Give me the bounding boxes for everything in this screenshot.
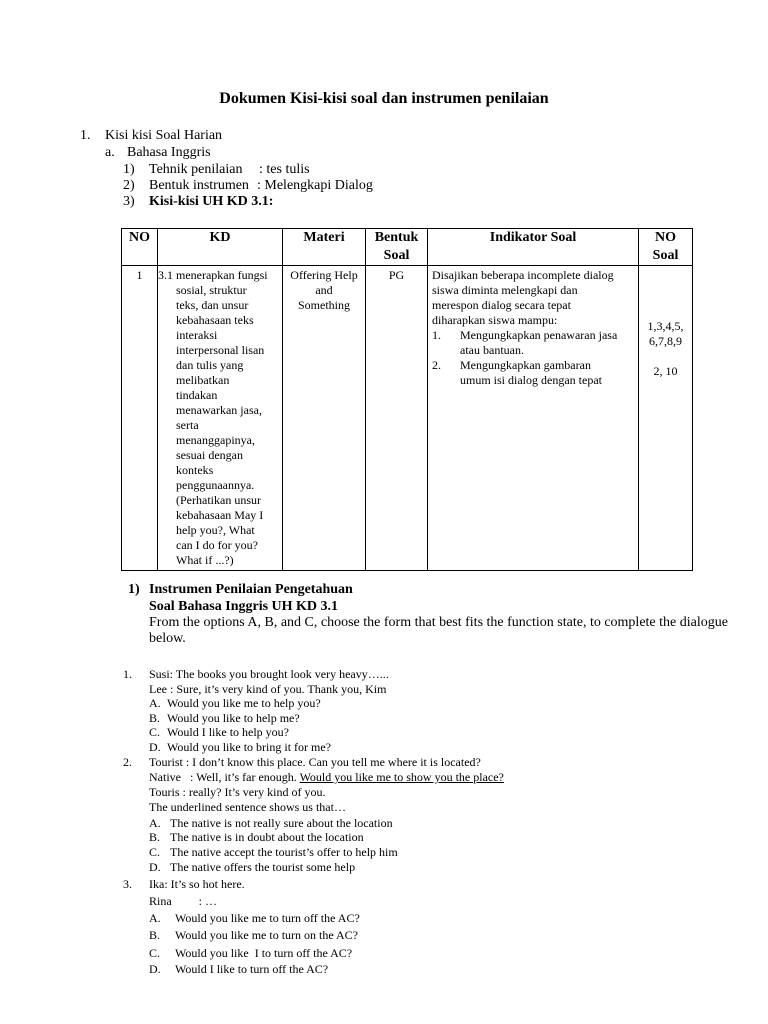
item-number: 1) (123, 162, 135, 177)
indikator-text: umum isi dialog dengan tepat (460, 373, 602, 387)
option-text: Would you like me to turn on the AC? (175, 928, 359, 942)
item-number: 3) (123, 194, 135, 209)
option-text: Would I like to help you? (167, 725, 290, 739)
table-row (122, 266, 693, 571)
option-letter: C. (149, 946, 161, 960)
option-letter: A. (149, 696, 161, 710)
kd-line: penggunaannya. (176, 478, 255, 492)
materi-line: Offering Help (290, 268, 358, 282)
instrument-heading: Instrumen Penilaian Pengetahuan (149, 582, 353, 597)
instruction-text: From the options A, B, and C, choose the form that best fits the function state, to complete the dialogue (149, 615, 728, 630)
no-soal-line: 6,7,8,9 (649, 334, 682, 348)
no-soal-line: 2, 10 (653, 364, 678, 378)
instruction-text: below. (149, 631, 186, 646)
header-indikator: Indikator Soal (428, 229, 639, 266)
indikator-line: merespon dialog secara tepat (432, 298, 571, 312)
dialog-line: Ika: It’s so hot here. (149, 877, 245, 891)
item-value: : tes tulis (259, 162, 310, 177)
item-label: Kisi-kisi UH KD 3.1: (149, 194, 274, 209)
question-number: 1. (123, 667, 132, 681)
header-bentuk-soal (366, 229, 428, 266)
indikator-text: Mengungkapkan gambaran (460, 358, 591, 372)
subsection-letter: a. (105, 145, 115, 160)
kd-line: tindakan (176, 388, 218, 402)
option-letter: D. (149, 860, 161, 874)
option-text: Would you like me to turn off the AC? (175, 911, 360, 925)
item-value: : Melengkapi Dialog (257, 178, 373, 193)
dialog-line: Lee : Sure, it’s very kind of you. Thank you, Kim (149, 682, 387, 696)
kd-line: serta (176, 418, 199, 432)
indikator-line: diharapkan siswa mampu: (432, 313, 558, 327)
option-letter: B. (149, 928, 161, 942)
option-letter: B. (149, 830, 161, 844)
document-title: Dokumen Kisi-kisi soal dan instrumen penilaian (219, 90, 549, 107)
header-materi: Materi (283, 229, 366, 266)
header-kd: KD (158, 229, 283, 266)
question-prompt: The underlined sentence shows us that… (149, 800, 346, 814)
kd-line: What if ...?) (176, 553, 234, 567)
kd-line: sosial, struktur (176, 283, 247, 297)
indikator-text: Mengungkapkan penawaran jasa (460, 328, 618, 342)
instrument-subheading: Soal Bahasa Inggris UH KD 3.1 (149, 599, 339, 614)
kd-line: menawarkan jasa, (176, 403, 262, 417)
cell-bentuk-soal: PG (366, 266, 428, 571)
kd-line: kebahasaan May I (176, 508, 264, 522)
item-number: 2) (123, 178, 135, 193)
indikator-num: 1. (432, 328, 441, 342)
cell-no: 1 (122, 266, 158, 571)
header-no-soal (639, 229, 693, 266)
option-text: Would I like to turn off the AC? (175, 962, 329, 976)
cell-materi (283, 266, 366, 571)
header-bentuk-line1: Bentuk (374, 230, 419, 245)
dialog-line: Touris : really? It’s very kind of you. (149, 785, 326, 799)
kd-line: interaksi (176, 328, 218, 342)
kd-line: konteks (176, 463, 214, 477)
kd-line: 3.1 menerapkan fungsi (158, 268, 268, 282)
indikator-list-item (432, 328, 636, 358)
cell-kd (158, 266, 283, 571)
item-label: Tehnik penilaian (149, 162, 243, 177)
option-letter: D. (149, 740, 161, 754)
dialog-line: Susi: The books you brought look very heavy…... (149, 667, 389, 681)
cell-indikator (428, 266, 639, 571)
dialog-line: Rina : … (149, 894, 217, 908)
kd-line: (Perhatikan unsur (176, 493, 261, 507)
item-label: Bentuk instrumen (149, 178, 249, 193)
subject-name: Bahasa Inggris (127, 145, 211, 160)
header-bentuk-line2: Soal (383, 248, 410, 263)
cell-no-soal (639, 266, 693, 571)
instrument-number: 1) (128, 582, 140, 597)
underlined-sentence: Would you like me to show you the place? (299, 770, 504, 784)
section-heading: Kisi kisi Soal Harian (105, 128, 223, 143)
option-text: The native accept the tourist’s offer to help him (170, 845, 398, 859)
kd-line: menanggapinya, (176, 433, 255, 447)
option-letter: B. (149, 711, 161, 725)
kd-line: sesuai dengan (176, 448, 243, 462)
kd-line: interpersonal lisan (176, 343, 265, 357)
kisi-kisi-table (121, 228, 693, 571)
table-header-row (122, 229, 693, 266)
materi-line: and (315, 283, 333, 297)
kd-line: dan tulis yang (176, 358, 244, 372)
materi-line: Something (297, 298, 350, 312)
kd-line: can I do for you? (176, 538, 258, 552)
option-letter: A. (149, 816, 161, 830)
indikator-list-item (432, 358, 636, 388)
header-no-soal-line1: NO (655, 230, 676, 245)
indikator-text: atau bantuan. (460, 343, 524, 357)
question-number: 2. (123, 755, 132, 769)
no-soal-line: 1,3,4,5, (647, 319, 684, 333)
option-text: The native offers the tourist some help (170, 860, 356, 874)
header-no: NO (122, 229, 158, 266)
kd-line: melibatkan (176, 373, 230, 387)
option-letter: D. (149, 962, 161, 976)
section-number: 1. (80, 128, 91, 143)
option-letter: C. (149, 845, 161, 859)
option-text: Would you like me to help you? (167, 696, 321, 710)
kd-line: teks, dan unsur (176, 298, 249, 312)
indikator-line: Disajikan beberapa incomplete dialog (432, 268, 614, 282)
option-text: Would you like to bring it for me? (167, 740, 332, 754)
option-text: The native is in doubt about the location (170, 830, 364, 844)
option-text: Would you like I to turn off the AC? (175, 946, 353, 960)
dialog-line (149, 770, 504, 785)
option-text: Would you like to help me? (167, 711, 300, 725)
option-letter: A. (149, 911, 161, 925)
question-number: 3. (123, 877, 132, 891)
option-letter: C. (149, 725, 161, 739)
kd-line: help you?, What (176, 523, 255, 537)
indikator-num: 2. (432, 358, 441, 372)
option-text: The native is not really sure about the location (170, 816, 393, 830)
indikator-line: siswa diminta melengkapi dan (432, 283, 578, 297)
kd-line: kebahasaan teks (176, 313, 254, 327)
dialog-line: Tourist : I don’t know this place. Can you tell me where it is located? (149, 755, 481, 769)
dialog-text: Native : Well, it’s far enough. (149, 770, 300, 784)
header-no-soal-line2: Soal (652, 248, 679, 263)
